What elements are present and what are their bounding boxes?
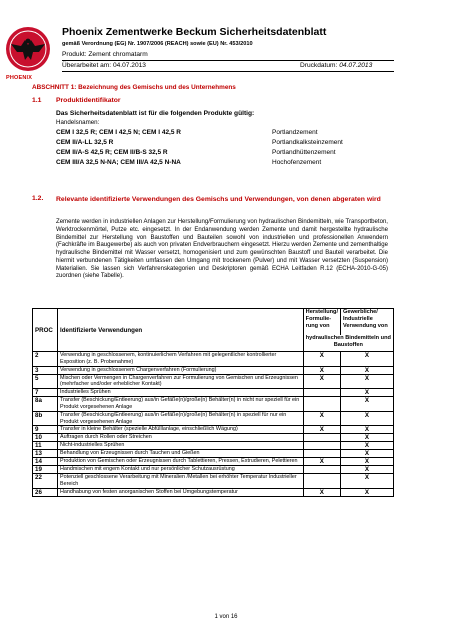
proc-number: 22 <box>33 474 58 489</box>
table-row <box>33 450 394 458</box>
production-mark: X <box>303 366 340 374</box>
use-description: Verwendung in geschlossenem Chargenverfahren (Formulierung) <box>58 366 304 374</box>
table-row <box>33 442 394 450</box>
use-description: Behandlung von Erzeugnissen durch Tauchen und Gießen <box>58 450 304 458</box>
production-mark: X <box>303 411 340 426</box>
header-uses: Identifizierte Verwendungen <box>58 309 304 352</box>
print-date-label: Druckdatum: <box>300 62 338 69</box>
proc-number: 26 <box>33 488 58 496</box>
use-description: Produktion von Gemischen oder Erzeugnissen durch Tablettieren, Pressen, Extrudieren, Pelettieren <box>58 458 304 466</box>
header-proc: PROC <box>33 309 58 352</box>
phoenix-logo-icon <box>5 26 51 72</box>
subsection-number: 1.1 <box>32 97 42 104</box>
industrial-mark: X <box>341 466 394 474</box>
industrial-mark: X <box>341 434 394 442</box>
proc-number: 3 <box>33 366 58 374</box>
table-row <box>33 474 394 489</box>
production-mark <box>303 434 340 442</box>
subsection-title: Produktidentifikator <box>56 97 121 104</box>
section-title: ABSCHNITT 1: Bezeichnung des Gemischs und des Unternehmens <box>32 84 236 91</box>
uses-paragraph: Zemente werden in industriellen Anlagen zur Herstellung/Formulierung von hydraulischen Bindemitteln, wie Transportbeton, Werktrockenmörtel, Putze etc. eingesetzt. In der Endanwendung werden Zemente und damit hergestellte hydraulische Bindemittel zur Herstellung von Baustoffen und Bauteilen sowohl von industriellen und professionellen Anwendern (Fachkräfte im Baugewerbe) als auch von privaten Endverbrauchern eingesetzt. Hierzu werden Zemente und zementhaltige hydraulische Bindemittel mit Wasser versetzt, homogenisiert und zum gewünschten Baustoff und Bauteil verarbeitet. Die hiermit verbundenen Tätigkeiten umfassen den Umgang mit trockenem (Pulver) und mit Wasser versetzten (Suspension) Materialien. Sie lassen sich Verfahrenskategorien und Deskriptoren gemäß ECHA Leitfaden R.12 (ECHA-2010-G-05) zuordnen (siehe Tabelle). <box>56 219 388 280</box>
proc-number: 13 <box>33 450 58 458</box>
use-description: Mischen oder Vermengen in Chargenverfahren zur Formulierung von Gemischen und Erzeugnissen (mehrfacher und/oder erheblicher Kontakt) <box>58 374 304 389</box>
header-production: Herstellung/ Formulie-rung von <box>303 309 340 336</box>
industrial-mark: X <box>341 458 394 466</box>
production-mark: X <box>303 352 340 367</box>
product-line: Produkt: Zement chromatarm <box>62 51 148 58</box>
subsection-title: Relevante identifizierte Verwendungen des Gemischs und Verwendungen, von denen abgeraten wird <box>56 196 381 203</box>
industrial-mark: X <box>341 442 394 450</box>
table-row <box>33 426 394 434</box>
industrial-mark: X <box>341 352 394 367</box>
use-description: Potenziell geschlossene Verarbeitung mit Mineralien /Metallen bei erhöhter Temperatur Industrieller Bereich <box>58 474 304 489</box>
industrial-mark: X <box>341 389 394 397</box>
use-description: Handmischen mit engem Kontakt und nur persönlicher Schutzausrüstung <box>58 466 304 474</box>
cement-name: CEM I 32,5 R; CEM I 42,5 N; CEM I 42,5 R <box>56 129 181 136</box>
header-divider <box>62 71 394 72</box>
production-mark <box>303 389 340 397</box>
industrial-mark: X <box>341 374 394 389</box>
subsection-number: 1.2. <box>32 195 44 202</box>
industrial-mark: X <box>341 426 394 434</box>
proc-number: 14 <box>33 458 58 466</box>
proc-number: 8a <box>33 397 58 412</box>
cement-type: Portlandhüttenzement <box>272 149 336 156</box>
table-row <box>33 488 394 496</box>
production-mark <box>303 442 340 450</box>
proc-number: 7 <box>33 389 58 397</box>
table-body <box>33 352 394 497</box>
cement-name: CEM III/A 32,5 N-NA; CEM III/A 42,5 N-NA <box>56 159 181 166</box>
proc-number: 19 <box>33 466 58 474</box>
cement-type: Portlandkalksteinzement <box>272 139 343 146</box>
cement-name: CEM II/A-LL 32,5 R <box>56 139 114 146</box>
industrial-mark: X <box>341 450 394 458</box>
use-description: Transfer (Beschickung/Entleerung) aus/in Gefäße(n)/große(n) Behälter(n) in speziell für nur ein Produkt vorgesehenen Anlage <box>58 411 304 426</box>
header-divider <box>62 60 394 61</box>
table-row <box>33 434 394 442</box>
industrial-mark: X <box>341 411 394 426</box>
production-mark <box>303 474 340 489</box>
use-description: Verwendung in geschlossenem, kontinuierlichem Verfahren mit gelegentlicher kontrollierter Exposition (z. B. Probenahme) <box>58 352 304 367</box>
table-row <box>33 389 394 397</box>
cement-type: Portlandzement <box>272 129 318 136</box>
header-industrial: Gewerbliche/ Industrielle Verwendung von <box>341 309 394 336</box>
table-row <box>33 411 394 426</box>
logo-label: PHOENIX <box>6 75 33 81</box>
proc-table <box>32 308 394 497</box>
use-description: Nicht-industrielles Sprühen <box>58 442 304 450</box>
proc-number: 5 <box>33 374 58 389</box>
proc-number: 11 <box>33 442 58 450</box>
table-row <box>33 352 394 367</box>
use-description: Transfer (Beschickung/Entleerung) aus/in Gefäße(n)/große(n) Behälter(n) in nicht nur speziell für ein Produkt vorgesehenen Anlage <box>58 397 304 412</box>
header-span: hydraulischen Bindemitteln und Baustoffen <box>303 335 393 352</box>
table-row <box>33 374 394 389</box>
proc-number: 10 <box>33 434 58 442</box>
print-date-value: 04.07.2013 <box>339 62 373 69</box>
document-title: Phoenix Zementwerke Beckum Sicherheitsdatenblatt <box>62 26 327 38</box>
production-mark <box>303 466 340 474</box>
trade-names-label: Handelsnamen: <box>56 119 100 126</box>
page-number: 1 von 16 <box>214 614 238 620</box>
revision-date: Überarbeitet am: 04.07.2013 <box>62 62 146 69</box>
validity-statement: Das Sicherheitsdatenblatt ist für die folgenden Produkte gültig: <box>56 110 255 117</box>
use-description: Industrielles Sprühen <box>58 389 304 397</box>
industrial-mark: X <box>341 474 394 489</box>
production-mark: X <box>303 488 340 496</box>
print-date <box>300 62 372 69</box>
production-mark: X <box>303 374 340 389</box>
regulation-line: gemäß Verordnung (EG) Nr. 1907/2006 (REACH) sowie (EU) Nr. 453/2010 <box>62 41 253 47</box>
production-mark <box>303 450 340 458</box>
proc-number: 2 <box>33 352 58 367</box>
proc-number: 9 <box>33 426 58 434</box>
table-row <box>33 397 394 412</box>
cement-name: CEM II/A-S 42,5 R; CEM II/B-S 32,5 R <box>56 149 168 156</box>
use-description: Handhabung von festen anorganischen Stoffen bei Umgebungstemperatur <box>58 488 304 496</box>
table-row <box>33 466 394 474</box>
industrial-mark: X <box>341 366 394 374</box>
cement-type: Hochofenzement <box>272 159 322 166</box>
production-mark: X <box>303 426 340 434</box>
industrial-mark: X <box>341 488 394 496</box>
table-row <box>33 458 394 466</box>
production-mark <box>303 397 340 412</box>
use-description: Auftragen durch Rollen oder Streichen <box>58 434 304 442</box>
industrial-mark: X <box>341 397 394 412</box>
table-header-row <box>33 309 394 336</box>
subsection-1-1-heading <box>32 97 121 104</box>
table-row <box>33 366 394 374</box>
use-description: Transfer in kleine Behälter (spezielle Abfülllanlage, einschließlich Wägung) <box>58 426 304 434</box>
proc-number: 8b <box>33 411 58 426</box>
production-mark: X <box>303 458 340 466</box>
